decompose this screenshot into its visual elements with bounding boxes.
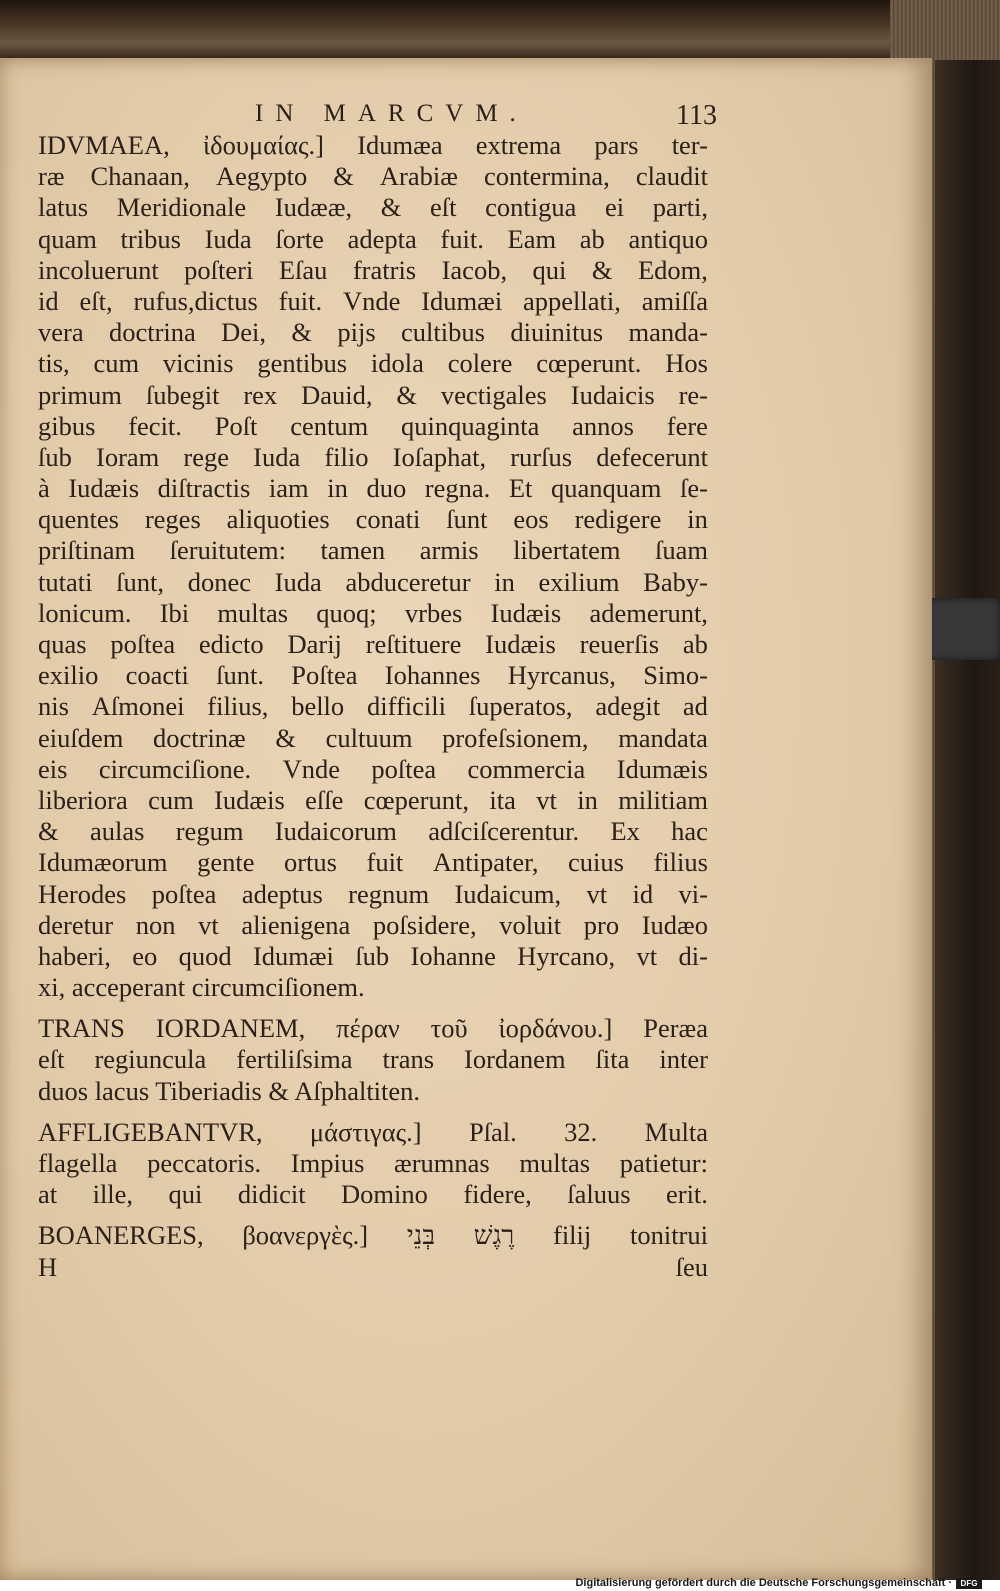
text-line: quentes reges aliquoties conati ſunt eos redigere in xyxy=(38,504,708,535)
text-line: nis Aſmonei filius, bello difficili ſuperatos, adegit ad xyxy=(38,691,708,722)
text-line: eſt regiuncula fertiliſsima trans Iordanem ſita inter xyxy=(38,1044,708,1075)
text-line: Idumæorum gente ortus fuit Antipater, cuius filius xyxy=(38,847,708,878)
text-line: & aulas regum Iudaicorum adſciſcerentur. Ex hac xyxy=(38,816,708,847)
paragraph-gap xyxy=(38,1003,708,1013)
text-line: primum ſubegit rex Dauid, & vectigales Iudaicis re- xyxy=(38,379,708,410)
text-line: priſtinam ſeruitutem: tamen armis libertatem ſuam xyxy=(38,535,708,566)
text-line: Herodes poſtea adeptus regnum Iudaicum, vt id vi- xyxy=(38,878,708,909)
text-line: exilio coacti ſunt. Poſtea Iohannes Hyrcanus, Simo- xyxy=(38,660,708,691)
text-line: quam tribus Iuda ſorte adepta fuit. Eam ab antiquo xyxy=(38,223,708,254)
book-top-edge xyxy=(0,0,1000,62)
text-line: lonicum. Ibi multas quoq; vrbes Iudæis ademerunt, xyxy=(38,597,708,628)
text-line: BOANERGES, βοανεργὲς.] בְּנֵי רֶגֶשׁ filij tonitrui xyxy=(38,1220,708,1251)
text-line: eiuſdem doctrinæ & cultuum profeſsionem, mandata xyxy=(38,722,708,753)
text-line: eis circumciſione. Vnde poſtea commercia Idumæis xyxy=(38,753,708,784)
text-line: latus Meridionale Iudææ, & eſt contigua ei parti, xyxy=(38,192,708,223)
text-line: IDVMAEA, ἰδουμαίας.] Idumæa extrema pars ter- xyxy=(38,130,708,160)
page-number: 113 xyxy=(676,100,717,131)
text-line: haberi, eo quod Idumæi ſub Iohanne Hyrcano, vt di- xyxy=(38,940,708,971)
body-text xyxy=(38,130,708,1283)
text-line: xi, acceperant circumciſionem. xyxy=(38,972,365,1003)
text-line: quas poſtea edicto Darij reſtituere Iudæis reuerſis ab xyxy=(38,629,708,659)
funding-credit: Digitalisierung gefördert durch die Deutsche Forschungsgemeinschaft · xyxy=(575,1577,952,1589)
text-line: gibus fecit. Poſt centum quinquaginta annos fere xyxy=(38,410,708,441)
text-line: liberiora cum Iudæis eſſe cœperunt, ita vt in militiam xyxy=(38,784,708,815)
text-line: ſub Ioram rege Iuda filio Ioſaphat, rurſus defecerunt xyxy=(38,441,708,472)
text-line: AFFLIGEBANTVR, μάστιγας.] Pſal. 32. Multa xyxy=(38,1116,708,1147)
paragraph-gap xyxy=(38,1107,708,1117)
running-head: IN MARCVM. xyxy=(255,100,528,127)
text-line: tutati ſunt, donec Iuda abduceretur in exilium Baby- xyxy=(38,566,708,597)
text-line: deretur non vt alienigena poſsidere, voluit pro Iudæo xyxy=(38,909,708,940)
text-line: id eſt, rufus,dictus fuit. Vnde Idumæi appellati, amiſſa xyxy=(38,285,708,316)
text-line: H ſeu xyxy=(38,1251,708,1282)
text-line: incoluerunt poſteri Eſau fratris Iacob, qui & Edom, xyxy=(38,254,708,285)
text-line: TRANS IORDANEM, πέραν τοῦ ἰορδάνου.] Peræa xyxy=(38,1013,708,1044)
text-line: duos lacus Tiberiadis & Aſphaltiten. xyxy=(38,1075,421,1106)
text-line: à Iudæis diſtractis iam in duo regna. Et quanquam ſe- xyxy=(38,473,708,504)
paragraph-gap xyxy=(38,1210,708,1220)
text-line: flagella peccatoris. Impius ærumnas multas patietur: xyxy=(38,1148,708,1178)
dfg-logo: DFG xyxy=(956,1578,982,1589)
text-line: vera doctrina Dei, & pijs cultibus diuinitus manda- xyxy=(38,317,708,348)
book-cover-edge xyxy=(935,60,1000,1580)
text-line: ræ Chanaan, Aegypto & Arabiæ contermina, claudit xyxy=(38,161,708,192)
text-line: at ille, qui didicit Domino fidere, ſaluus erit. xyxy=(38,1179,708,1210)
text-line: tis, cum vicinis gentibus idola colere cœperunt. Hos xyxy=(38,348,708,379)
